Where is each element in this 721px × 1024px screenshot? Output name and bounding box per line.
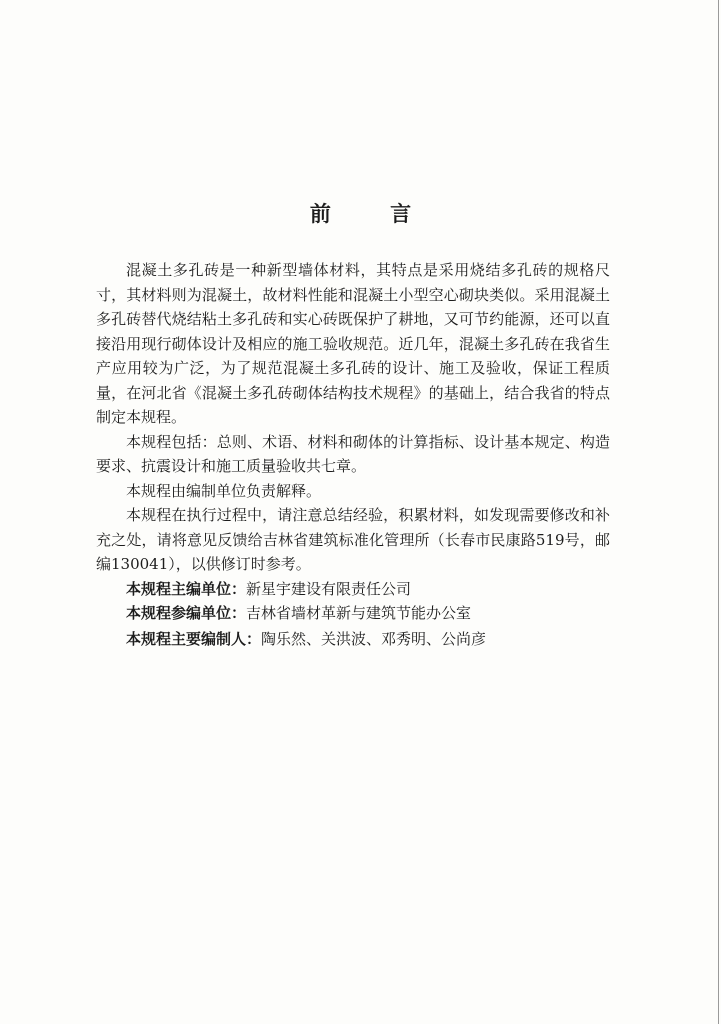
credit-chief-editor-unit <box>96 577 610 602</box>
credit-label: 本规程主编单位： <box>126 579 247 598</box>
credit-participating-unit <box>96 601 610 626</box>
credit-main-authors <box>96 627 610 652</box>
credit-value: 吉林省墙材革新与建筑节能办公室 <box>246 604 472 622</box>
paragraph-interpretation: 本规程由编制单位负责解释。 <box>126 481 322 500</box>
paragraph-intro: 混凝土多孔砖是一种新型墙体材料，其特点是采用烧结多孔砖的规格尺寸，其材料则为混凝土，故材料性能和混凝土小型空心砌块类似。采用混凝土多孔砖替代烧结粘土多孔砖和实心砖既保护了耕地，又可节约能源，还可以直接沿用现行砌体设计及相应的施工验收规范。近几年，混凝土多孔砖在我省生产应用较为广泛，为了规范混凝土多孔砖的设计、施工及验收，保证工程质量，在河北省《混凝土多孔砖砌体结构技术规程》的基础上，结合我省的特点制定本规程。 <box>96 261 610 426</box>
credit-value: 陶乐然、关洪波、邓秀明、公尚彦 <box>261 629 487 648</box>
document-body <box>96 258 610 651</box>
paragraph-contents: 本规程包括：总则、术语、材料和砌体的计算指标、设计基本规定、构造要求、抗震设计和施工质量验收共七章。 <box>96 432 610 475</box>
page-title: 前 言 <box>309 201 438 226</box>
page-edge-line <box>718 0 719 1024</box>
credit-value: 新星宇建设有限责任公司 <box>246 579 412 598</box>
credit-label: 本规程主要编制人： <box>126 629 262 648</box>
paragraph-feedback: 本规程在执行过程中，请注意总结经验，积累材料，如发现需要修改和补充之处，请将意见反馈给吉林省建筑标准化管理所（长春市民康路519号，邮编130041），以供修订时参考。 <box>96 506 610 573</box>
credit-label: 本规程参编单位： <box>126 604 247 622</box>
